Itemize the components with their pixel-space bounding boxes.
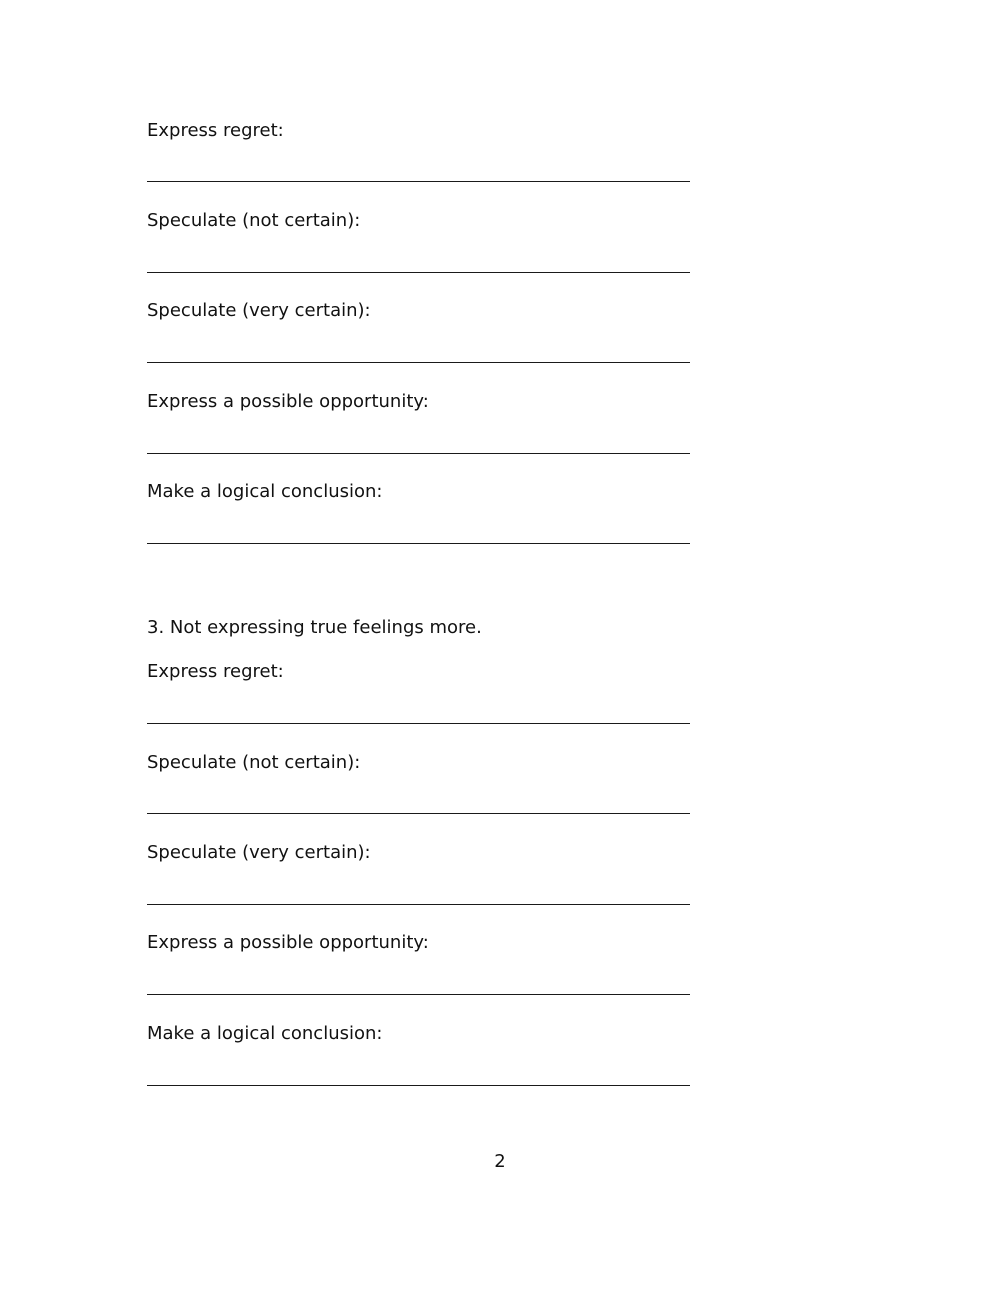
prompt-express-regret: Express regret: — [147, 661, 284, 682]
answer-line[interactable] — [147, 272, 690, 273]
prompt-express-regret: Express regret: — [147, 120, 284, 141]
section-title: 3. Not expressing true feelings more. — [147, 617, 482, 638]
answer-line[interactable] — [147, 904, 690, 905]
answer-line[interactable] — [147, 723, 690, 724]
prompt-logical-conclusion: Make a logical conclusion: — [147, 481, 383, 502]
answer-line[interactable] — [147, 453, 690, 454]
answer-line[interactable] — [147, 543, 690, 544]
answer-line[interactable] — [147, 1085, 690, 1086]
answer-line[interactable] — [147, 813, 690, 814]
page-number: 2 — [494, 1151, 506, 1172]
prompt-speculate-very-certain: Speculate (very certain): — [147, 300, 371, 321]
answer-line[interactable] — [147, 362, 690, 363]
answer-line[interactable] — [147, 181, 690, 182]
prompt-possible-opportunity: Express a possible opportunity: — [147, 391, 429, 412]
prompt-possible-opportunity: Express a possible opportunity: — [147, 932, 429, 953]
prompt-logical-conclusion: Make a logical conclusion: — [147, 1023, 383, 1044]
prompt-speculate-very-certain: Speculate (very certain): — [147, 842, 371, 863]
prompt-speculate-not-certain: Speculate (not certain): — [147, 752, 361, 773]
prompt-speculate-not-certain: Speculate (not certain): — [147, 210, 361, 231]
answer-line[interactable] — [147, 994, 690, 995]
